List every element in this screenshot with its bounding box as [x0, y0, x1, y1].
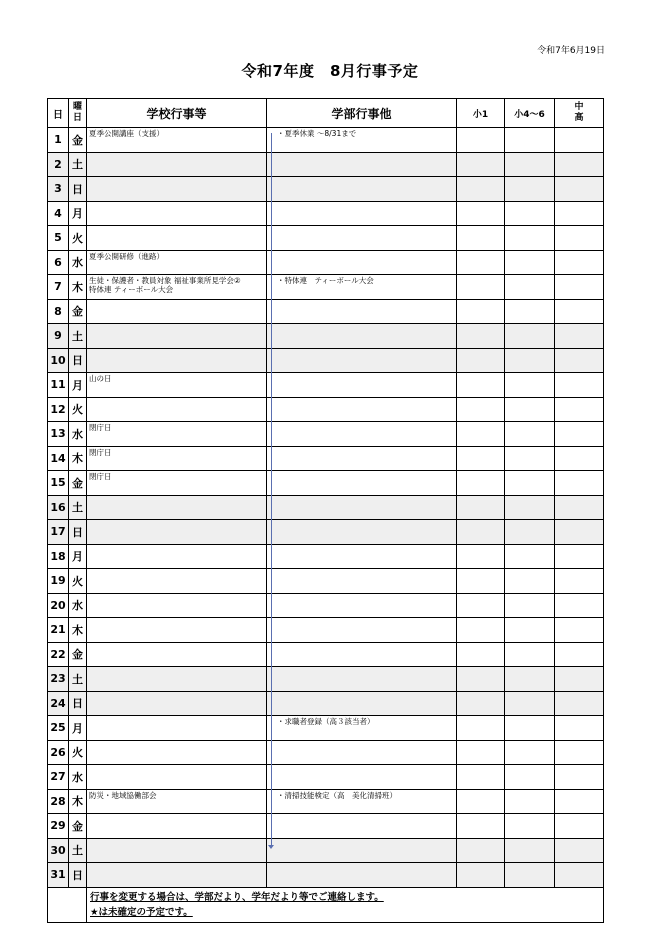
- table-row: [48, 275, 604, 300]
- elementary-1-cell: [457, 348, 505, 373]
- dept-event-text: ・求職者登録（高３該当者）: [277, 717, 375, 726]
- elementary-4-6-cell: [505, 299, 555, 324]
- footer-note-row: [48, 887, 604, 922]
- elementary-1-cell: [457, 250, 505, 275]
- dept-event-cell: [267, 299, 457, 324]
- dept-event-cell: [267, 814, 457, 839]
- day-cell: 8: [48, 299, 69, 324]
- day-cell: 20: [48, 593, 69, 618]
- school-event-cell: [87, 789, 267, 814]
- weekday-cell: 土: [69, 495, 87, 520]
- elementary-1-cell: [457, 446, 505, 471]
- school-event-text: 閉庁日: [89, 472, 112, 481]
- table-row: [48, 593, 604, 618]
- weekday-cell: 土: [69, 152, 87, 177]
- day-cell: 9: [48, 324, 69, 349]
- elementary-1-cell: [457, 128, 505, 153]
- school-event-cell: [87, 667, 267, 692]
- table-row: [48, 863, 604, 888]
- table-row: [48, 201, 604, 226]
- junior-senior-high-cell: [555, 201, 604, 226]
- table-row: [48, 691, 604, 716]
- dept-event-cell: [267, 642, 457, 667]
- elementary-1-cell: [457, 642, 505, 667]
- dept-event-cell: [267, 275, 457, 300]
- elementary-4-6-cell: [505, 152, 555, 177]
- table-row: [48, 667, 604, 692]
- school-event-text: 生徒・保護者・教員対象 福祉事業所見学会②: [89, 276, 241, 285]
- dept-event-text: ・特体連 ティーボール大会: [277, 276, 374, 285]
- table-row: [48, 299, 604, 324]
- day-cell: 19: [48, 569, 69, 594]
- elementary-4-6-cell: [505, 618, 555, 643]
- dept-event-cell: [267, 471, 457, 496]
- weekday-cell: 月: [69, 716, 87, 741]
- day-cell: 11: [48, 373, 69, 398]
- dept-event-cell: [267, 397, 457, 422]
- elementary-1-cell: [457, 177, 505, 202]
- school-event-cell: [87, 740, 267, 765]
- elementary-1-cell: [457, 226, 505, 251]
- day-cell: 7: [48, 275, 69, 300]
- junior-senior-high-cell: [555, 520, 604, 545]
- dept-event-cell: [267, 128, 457, 153]
- table-row: [48, 397, 604, 422]
- school-event-cell: [87, 642, 267, 667]
- school-event-cell: [87, 765, 267, 790]
- table-row: [48, 569, 604, 594]
- elementary-4-6-cell: [505, 275, 555, 300]
- weekday-cell: 火: [69, 397, 87, 422]
- junior-senior-high-cell: [555, 250, 604, 275]
- dept-event-cell: [267, 324, 457, 349]
- summer-break-arrow-line: [271, 133, 272, 847]
- weekday-cell: 金: [69, 471, 87, 496]
- day-cell: 16: [48, 495, 69, 520]
- school-event-cell: [87, 324, 267, 349]
- school-event-cell: [87, 838, 267, 863]
- elementary-1-cell: [457, 544, 505, 569]
- dept-event-cell: [267, 740, 457, 765]
- junior-senior-high-cell: [555, 471, 604, 496]
- day-cell: 10: [48, 348, 69, 373]
- day-cell: 4: [48, 201, 69, 226]
- school-event-cell: [87, 544, 267, 569]
- day-cell: 26: [48, 740, 69, 765]
- elementary-1-cell: [457, 324, 505, 349]
- weekday-cell: 金: [69, 642, 87, 667]
- table-row: [48, 324, 604, 349]
- table-row: [48, 716, 604, 741]
- dept-event-cell: [267, 373, 457, 398]
- elementary-4-6-cell: [505, 642, 555, 667]
- table-row: [48, 422, 604, 447]
- dept-event-cell: [267, 422, 457, 447]
- school-event-text: 閉庁日: [89, 423, 112, 432]
- elementary-4-6-cell: [505, 544, 555, 569]
- school-event-cell: [87, 397, 267, 422]
- table-row: [48, 495, 604, 520]
- table-row: [48, 471, 604, 496]
- weekday-cell: 土: [69, 667, 87, 692]
- school-event-cell: [87, 446, 267, 471]
- day-cell: 24: [48, 691, 69, 716]
- weekday-cell: 金: [69, 814, 87, 839]
- school-event-text: 夏季公開研修（進路）: [89, 251, 164, 261]
- day-cell: 3: [48, 177, 69, 202]
- table-row: [48, 520, 604, 545]
- junior-senior-high-cell: [555, 593, 604, 618]
- dept-event-cell: [267, 765, 457, 790]
- dept-event-cell: [267, 593, 457, 618]
- elementary-1-cell: [457, 373, 505, 398]
- school-event-cell: [87, 177, 267, 202]
- school-event-cell: [87, 128, 267, 153]
- schedule-body: [48, 128, 604, 888]
- table-row: [48, 814, 604, 839]
- elementary-1-cell: [457, 299, 505, 324]
- dept-event-cell: [267, 667, 457, 692]
- elementary-4-6-cell: [505, 593, 555, 618]
- elementary-4-6-cell: [505, 471, 555, 496]
- col-header-s1: 小1: [457, 99, 505, 128]
- elementary-4-6-cell: [505, 177, 555, 202]
- table-row: [48, 765, 604, 790]
- summer-break-arrow-head-icon: [268, 845, 274, 849]
- junior-senior-high-cell: [555, 152, 604, 177]
- school-event-text: 夏季公開講座（支援）: [89, 129, 164, 138]
- junior-senior-high-cell: [555, 863, 604, 888]
- junior-senior-high-cell: [555, 226, 604, 251]
- weekday-cell: 火: [69, 740, 87, 765]
- junior-senior-high-cell: [555, 765, 604, 790]
- weekday-cell: 日: [69, 691, 87, 716]
- elementary-4-6-cell: [505, 765, 555, 790]
- weekday-cell: 日: [69, 177, 87, 202]
- elementary-1-cell: [457, 814, 505, 839]
- junior-senior-high-cell: [555, 569, 604, 594]
- dept-event-cell: [267, 495, 457, 520]
- school-event-cell: [87, 348, 267, 373]
- weekday-cell: 日: [69, 520, 87, 545]
- junior-senior-high-cell: [555, 128, 604, 153]
- elementary-1-cell: [457, 716, 505, 741]
- junior-senior-high-cell: [555, 373, 604, 398]
- weekday-cell: 水: [69, 250, 87, 275]
- day-cell: 31: [48, 863, 69, 888]
- school-event-cell: [87, 814, 267, 839]
- school-event-cell: [87, 569, 267, 594]
- elementary-1-cell: [457, 789, 505, 814]
- table-row: [48, 642, 604, 667]
- elementary-1-cell: [457, 275, 505, 300]
- school-event-cell: [87, 471, 267, 496]
- elementary-4-6-cell: [505, 495, 555, 520]
- weekday-cell: 土: [69, 324, 87, 349]
- weekday-cell: 月: [69, 201, 87, 226]
- elementary-1-cell: [457, 593, 505, 618]
- elementary-4-6-cell: [505, 691, 555, 716]
- day-cell: 27: [48, 765, 69, 790]
- school-event-cell: [87, 373, 267, 398]
- school-event-cell: [87, 691, 267, 716]
- table-row: [48, 128, 604, 153]
- elementary-1-cell: [457, 422, 505, 447]
- weekday-cell: 金: [69, 128, 87, 153]
- elementary-4-6-cell: [505, 789, 555, 814]
- elementary-1-cell: [457, 471, 505, 496]
- schedule-table: [47, 98, 604, 923]
- school-event-text: 山の日: [89, 374, 112, 383]
- junior-senior-high-cell: [555, 324, 604, 349]
- junior-senior-high-cell: [555, 177, 604, 202]
- day-cell: 18: [48, 544, 69, 569]
- col-header-dept: 学部行事他: [267, 99, 457, 128]
- col-header-jh: [555, 99, 604, 128]
- elementary-4-6-cell: [505, 863, 555, 888]
- junior-senior-high-cell: [555, 397, 604, 422]
- weekday-cell: 月: [69, 373, 87, 398]
- table-row: [48, 373, 604, 398]
- table-row: [48, 250, 604, 275]
- junior-senior-high-cell: [555, 716, 604, 741]
- elementary-1-cell: [457, 152, 505, 177]
- elementary-1-cell: [457, 863, 505, 888]
- school-event-cell: [87, 495, 267, 520]
- school-event-text: 特体連 ティーボール大会: [89, 285, 174, 294]
- elementary-4-6-cell: [505, 397, 555, 422]
- dept-event-cell: [267, 863, 457, 888]
- elementary-4-6-cell: [505, 348, 555, 373]
- col-header-jh-text: 中高: [574, 102, 584, 123]
- school-event-cell: [87, 520, 267, 545]
- elementary-4-6-cell: [505, 128, 555, 153]
- dept-event-cell: [267, 177, 457, 202]
- elementary-4-6-cell: [505, 422, 555, 447]
- elementary-1-cell: [457, 495, 505, 520]
- school-event-cell: [87, 422, 267, 447]
- table-row: [48, 618, 604, 643]
- dept-event-cell: [267, 544, 457, 569]
- elementary-4-6-cell: [505, 324, 555, 349]
- elementary-4-6-cell: [505, 520, 555, 545]
- elementary-4-6-cell: [505, 740, 555, 765]
- dept-event-cell: [267, 691, 457, 716]
- elementary-1-cell: [457, 569, 505, 594]
- junior-senior-high-cell: [555, 446, 604, 471]
- dept-event-cell: [267, 446, 457, 471]
- dept-event-cell: [267, 520, 457, 545]
- day-cell: 2: [48, 152, 69, 177]
- day-cell: 25: [48, 716, 69, 741]
- school-event-cell: [87, 275, 267, 300]
- school-event-cell: [87, 226, 267, 251]
- school-event-text: 閉庁日: [89, 447, 112, 457]
- weekday-cell: 水: [69, 422, 87, 447]
- day-cell: 12: [48, 397, 69, 422]
- weekday-cell: 金: [69, 299, 87, 324]
- junior-senior-high-cell: [555, 789, 604, 814]
- elementary-4-6-cell: [505, 838, 555, 863]
- footer-blank-cell: [48, 887, 87, 922]
- elementary-4-6-cell: [505, 226, 555, 251]
- school-event-cell: [87, 250, 267, 275]
- elementary-1-cell: [457, 765, 505, 790]
- elementary-1-cell: [457, 838, 505, 863]
- weekday-cell: 火: [69, 226, 87, 251]
- elementary-4-6-cell: [505, 814, 555, 839]
- footer-note-cell: [87, 887, 604, 922]
- table-row: [48, 789, 604, 814]
- dept-event-cell: [267, 152, 457, 177]
- junior-senior-high-cell: [555, 667, 604, 692]
- junior-senior-high-cell: [555, 544, 604, 569]
- weekday-cell: 木: [69, 789, 87, 814]
- junior-senior-high-cell: [555, 299, 604, 324]
- dept-event-cell: [267, 569, 457, 594]
- table-row: [48, 348, 604, 373]
- dept-event-cell: [267, 838, 457, 863]
- dept-event-cell: [267, 716, 457, 741]
- weekday-cell: 日: [69, 348, 87, 373]
- elementary-4-6-cell: [505, 716, 555, 741]
- day-cell: 17: [48, 520, 69, 545]
- junior-senior-high-cell: [555, 642, 604, 667]
- day-cell: 28: [48, 789, 69, 814]
- table-row: [48, 177, 604, 202]
- elementary-4-6-cell: [505, 373, 555, 398]
- weekday-cell: 木: [69, 618, 87, 643]
- day-cell: 29: [48, 814, 69, 839]
- elementary-1-cell: [457, 740, 505, 765]
- footer-note-line2: ★は未確定の予定です。: [90, 906, 193, 918]
- table-row: [48, 838, 604, 863]
- weekday-cell: 水: [69, 765, 87, 790]
- elementary-4-6-cell: [505, 569, 555, 594]
- dept-event-cell: [267, 618, 457, 643]
- elementary-1-cell: [457, 691, 505, 716]
- junior-senior-high-cell: [555, 814, 604, 839]
- school-event-cell: [87, 618, 267, 643]
- table-row: [48, 226, 604, 251]
- elementary-1-cell: [457, 201, 505, 226]
- dept-event-cell: [267, 226, 457, 251]
- table-row: [48, 152, 604, 177]
- junior-senior-high-cell: [555, 838, 604, 863]
- table-row: [48, 544, 604, 569]
- junior-senior-high-cell: [555, 618, 604, 643]
- school-event-cell: [87, 716, 267, 741]
- junior-senior-high-cell: [555, 348, 604, 373]
- weekday-cell: 木: [69, 275, 87, 300]
- dept-event-cell: [267, 789, 457, 814]
- school-event-cell: [87, 201, 267, 226]
- dept-event-text: ・夏季休業 ～8/31まで: [277, 129, 357, 138]
- elementary-1-cell: [457, 397, 505, 422]
- junior-senior-high-cell: [555, 740, 604, 765]
- page-title: 令和7年度 8月行事予定: [241, 62, 419, 80]
- junior-senior-high-cell: [555, 275, 604, 300]
- weekday-cell: 火: [69, 569, 87, 594]
- junior-senior-high-cell: [555, 691, 604, 716]
- document-date: 令和7年6月19日: [537, 46, 605, 56]
- elementary-1-cell: [457, 618, 505, 643]
- weekday-cell: 日: [69, 863, 87, 888]
- footer-note-line1: 行事を変更する場合は、学部だより、学年だより等でご連絡します。: [90, 891, 384, 903]
- school-event-cell: [87, 152, 267, 177]
- day-cell: 14: [48, 446, 69, 471]
- col-header-school: 学校行事等: [87, 99, 267, 128]
- elementary-4-6-cell: [505, 446, 555, 471]
- weekday-cell: 月: [69, 544, 87, 569]
- junior-senior-high-cell: [555, 495, 604, 520]
- weekday-cell: 水: [69, 593, 87, 618]
- dept-event-text: ・清掃技能検定（高 美化清掃班）: [277, 790, 397, 800]
- weekday-cell: 土: [69, 838, 87, 863]
- day-cell: 6: [48, 250, 69, 275]
- dept-event-cell: [267, 250, 457, 275]
- day-cell: 5: [48, 226, 69, 251]
- day-cell: 15: [48, 471, 69, 496]
- school-event-cell: [87, 299, 267, 324]
- junior-senior-high-cell: [555, 422, 604, 447]
- school-event-text: 防災・地域協働部会: [89, 790, 157, 800]
- day-cell: 22: [48, 642, 69, 667]
- elementary-1-cell: [457, 520, 505, 545]
- elementary-4-6-cell: [505, 201, 555, 226]
- weekday-cell: 木: [69, 446, 87, 471]
- elementary-1-cell: [457, 667, 505, 692]
- col-header-weekday-text: 曜日: [72, 102, 82, 123]
- day-cell: 30: [48, 838, 69, 863]
- day-cell: 23: [48, 667, 69, 692]
- day-cell: 1: [48, 128, 69, 153]
- col-header-weekday: [69, 99, 87, 128]
- col-header-s46: 小4～6: [505, 99, 555, 128]
- table-header-row: [48, 99, 604, 128]
- dept-event-cell: [267, 201, 457, 226]
- table-row: [48, 740, 604, 765]
- school-event-cell: [87, 593, 267, 618]
- elementary-4-6-cell: [505, 250, 555, 275]
- table-row: [48, 446, 604, 471]
- elementary-4-6-cell: [505, 667, 555, 692]
- school-event-cell: [87, 863, 267, 888]
- dept-event-cell: [267, 348, 457, 373]
- day-cell: 13: [48, 422, 69, 447]
- day-cell: 21: [48, 618, 69, 643]
- col-header-day: 日: [48, 99, 69, 128]
